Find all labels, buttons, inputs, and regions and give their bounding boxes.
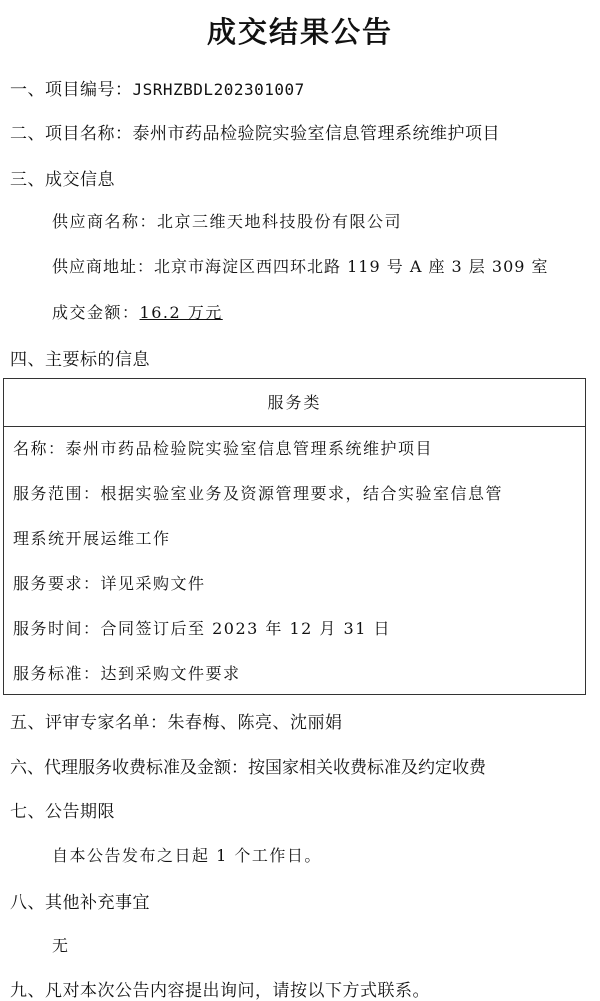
page-title: 成交结果公告 — [206, 15, 393, 49]
project-number-label: 一、项目编号： — [10, 80, 133, 100]
project-number-line — [10, 75, 305, 100]
table-row-scope-line2: 理系统开展运维工作 — [13, 529, 171, 548]
table-header-service-type: 服务类 — [4, 379, 585, 427]
contact-inquiry-heading: 九、凡对本次公告内容提出询问，请按以下方式联系。 — [10, 981, 430, 1001]
supplier-name-label: 供应商名称： — [52, 212, 158, 231]
table-row-time: 服务时间：合同签订后至 2023 年 12 月 31 日 — [13, 619, 391, 638]
subject-info-table — [3, 378, 586, 695]
agency-fee-heading: 六、代理服务收费标准及金额：按国家相关收费标准及约定收费 — [10, 758, 486, 778]
table-row-name: 名称：泰州市药品检验院实验室信息管理系统维护项目 — [13, 439, 434, 458]
supplier-address-line — [52, 254, 549, 277]
transaction-amount-line — [52, 300, 223, 323]
main-subject-heading: 四、主要标的信息 — [10, 350, 150, 370]
project-name-value: 泰州市药品检验院实验室信息管理系统维护项目 — [132, 124, 500, 144]
project-number-value: JSRHZBDL202301007 — [132, 80, 305, 99]
supplier-address-value: 北京市海淀区西四环北路 119 号 A 座 3 层 309 室 — [154, 257, 549, 276]
supplier-name-value: 北京三维天地科技股份有限公司 — [157, 212, 403, 231]
supplier-name-line — [52, 209, 402, 232]
transaction-amount-value: 16.2 万元 — [139, 303, 223, 322]
supplier-address-label: 供应商地址： — [52, 257, 155, 276]
project-name-line — [10, 119, 500, 144]
table-row-standard: 服务标准：达到采购文件要求 — [13, 664, 241, 683]
project-name-label: 二、项目名称： — [10, 124, 133, 144]
table-row-requirement: 服务要求：详见采购文件 — [13, 574, 206, 593]
announcement-period-content: 自本公告发布之日起 1 个工作日。 — [52, 846, 322, 865]
other-matters-content: 无 — [52, 936, 70, 955]
review-experts-heading: 五、评审专家名单：朱春梅、陈亮、沈丽娟 — [10, 713, 343, 733]
table-row-scope-line1: 服务范围：根据实验室业务及资源管理要求，结合实验室信息管 — [13, 484, 504, 503]
transaction-info-heading: 三、成交信息 — [10, 170, 115, 190]
announcement-period-heading: 七、公告期限 — [10, 802, 115, 822]
transaction-amount-label: 成交金额： — [52, 303, 140, 322]
other-matters-heading: 八、其他补充事宜 — [10, 893, 150, 913]
